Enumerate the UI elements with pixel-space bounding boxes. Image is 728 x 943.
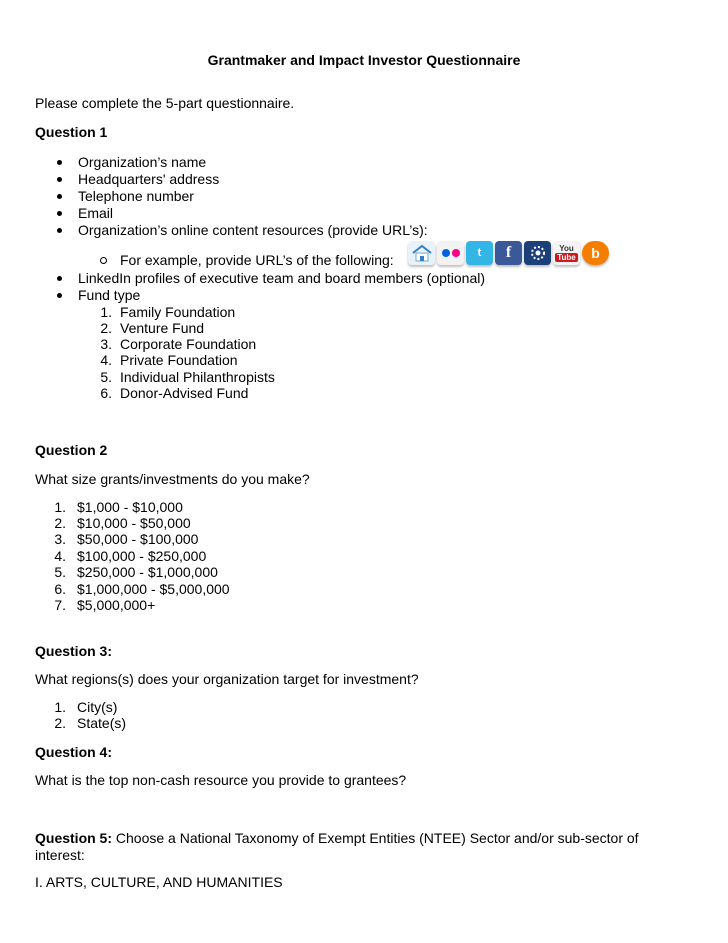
facebook-icon: f <box>495 241 522 265</box>
list-number: 2. <box>100 320 112 336</box>
question-5-text: Choose a National Taxonomy of Exempt Entities (NTEE) Sector and/or sub-sector of <box>115 830 639 846</box>
youtube-icon: You Tube <box>553 241 580 265</box>
question-2-text: What size grants/investments do you make? <box>35 471 310 487</box>
grant-size-option: $1,000,000 - $5,000,000 <box>77 581 230 597</box>
region-option: City(s) <box>77 699 118 715</box>
list-number: 1. <box>54 699 66 715</box>
fund-type-item: Corporate Foundation <box>120 336 257 352</box>
list-item: Fund type <box>78 287 141 303</box>
question-4-heading: Question 4: <box>35 744 113 760</box>
fund-type-item: Private Foundation <box>120 352 238 368</box>
list-item: Email <box>78 205 114 221</box>
list-item: Organization’s name <box>78 154 207 170</box>
list-item: LinkedIn profiles of executive team and board members (optional) <box>78 270 485 286</box>
bullet-icon <box>57 276 62 281</box>
question-3-text: What regions(s) does your organization target for investment? <box>35 671 419 687</box>
sub-list-item: For example, provide URL’s of the following: <box>120 252 394 268</box>
bullet-icon <box>57 194 62 199</box>
grant-size-option: $250,000 - $1,000,000 <box>77 564 218 580</box>
list-number: 2. <box>54 715 66 731</box>
list-number: 1. <box>100 304 112 320</box>
list-item: Headquarters' address <box>78 171 220 187</box>
ntee-section-heading: I. ARTS, CULTURE, AND HUMANITIES <box>35 874 283 890</box>
flickr-icon <box>437 241 464 265</box>
region-option: State(s) <box>77 715 127 731</box>
grant-size-option: $5,000,000+ <box>77 597 156 613</box>
intro-text: Please complete the 5-part questionnaire. <box>35 95 295 111</box>
list-number: 4. <box>54 548 66 564</box>
home-icon <box>408 241 435 265</box>
question-2-heading: Question 2 <box>35 442 108 458</box>
list-number: 5. <box>100 369 112 385</box>
page-title: Grantmaker and Impact Investor Questionnaire <box>207 52 521 68</box>
social-icons-row <box>408 241 609 267</box>
list-number: 4. <box>100 352 112 368</box>
twitter-icon: t <box>466 241 493 265</box>
question-4-text: What is the top non-cash resource you provide to grantees? <box>35 772 407 788</box>
fund-type-item: Family Foundation <box>120 304 236 320</box>
question-5-heading: Question 5: <box>35 830 113 846</box>
grant-size-option: $50,000 - $100,000 <box>77 531 199 547</box>
bullet-icon <box>57 293 62 298</box>
list-number: 3. <box>54 531 66 547</box>
myspace-icon <box>524 241 551 265</box>
list-number: 3. <box>100 336 112 352</box>
list-number: 1. <box>54 499 66 515</box>
bullet-icon <box>57 160 62 165</box>
fund-type-item: Individual Philanthropists <box>120 369 275 385</box>
fund-type-item: Venture Fund <box>120 320 205 336</box>
question-5-line-2: interest: <box>35 847 85 863</box>
list-number: 2. <box>54 515 66 531</box>
grant-size-option: $1,000 - $10,000 <box>77 499 183 515</box>
list-item: Telephone number <box>78 188 194 204</box>
bullet-icon <box>57 211 62 216</box>
list-number: 7. <box>54 597 66 613</box>
list-number: 6. <box>54 581 66 597</box>
fund-type-item: Donor-Advised Fund <box>120 385 249 401</box>
bullet-icon <box>57 177 62 182</box>
question-5-line-1 <box>35 830 639 847</box>
sub-bullet-icon <box>100 257 107 264</box>
list-number: 6. <box>100 385 112 401</box>
blogger-icon: b <box>582 241 609 265</box>
list-item: Organization’s online content resources (provide URL’s): <box>78 222 428 238</box>
question-1-heading: Question 1 <box>35 124 108 140</box>
grant-size-option: $100,000 - $250,000 <box>77 548 207 564</box>
grant-size-option: $10,000 - $50,000 <box>77 515 191 531</box>
question-3-heading: Question 3: <box>35 643 113 659</box>
list-number: 5. <box>54 564 66 580</box>
bullet-icon <box>57 228 62 233</box>
